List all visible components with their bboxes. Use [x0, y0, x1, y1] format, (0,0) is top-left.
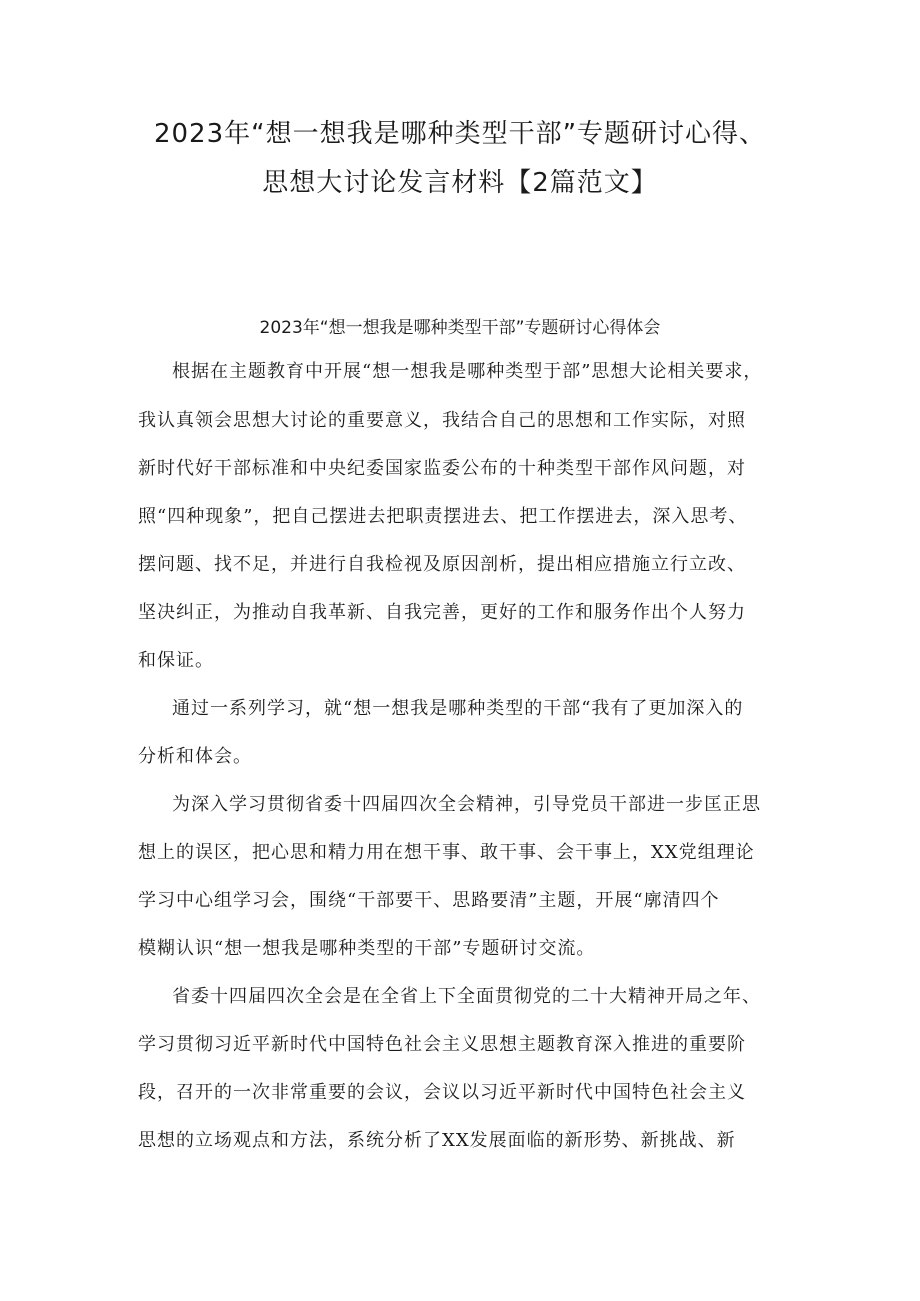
body-line: 模糊认识“想一想我是哪种类型的干部”专题研讨交流。: [138, 938, 596, 959]
body-line: 照“四种现象”，把自己摆进去把职责摆进去、把工作摆进去，深入思考、: [138, 506, 748, 527]
body-line: 省委十四届四次全会是在全省上下全面贯彻党的二十大精神开局之年、: [172, 986, 761, 1007]
body-line: 坚决纠正，为推动自我革新、自我完善，更好的工作和服务作出个人努力: [138, 602, 746, 623]
body-line: 想上的误区，把心思和精力用在想干事、敢干事、会干事上，XX党组理论: [138, 842, 755, 863]
document-title-line-1: 2023年“想一想我是哪种类型干部”专题研讨心得、: [153, 119, 767, 149]
body-line: 摆问题、找不足，并进行自我检视及原因剖析，提出相应措施立行立改、: [138, 554, 746, 575]
body-line: 和保证。: [138, 650, 214, 671]
body-line: 我认真领会思想大讨论的重要意义，我结合自己的思想和工作实际，对照: [138, 410, 746, 431]
body-line: 新时代好干部标准和中央纪委国家监委公布的十种类型干部作风问题，对: [138, 458, 746, 479]
body-line: 段，召开的一次非常重要的会议，会议以习近平新时代中国特色社会主义: [138, 1082, 746, 1103]
body-line: 为深入学习贯彻省委十四届四次全会精神，引导党员干部进一步匡正思: [172, 794, 761, 815]
body-line: 分析和体会。: [138, 746, 252, 767]
body-line: 通过一系列学习，就“想一想我是哪种类型的干部“我有了更加深入的: [172, 698, 744, 719]
document-title-line-2: 思想大讨论发言材料【2篇范文】: [262, 168, 658, 198]
body-line: 学习中心组学习会，围绕“干部要干、思路要清”主题，开展“廓清四个: [138, 890, 720, 911]
body-line: 根据在主题教育中开展“想一想我是哪种类型于部”思想大论相关要求，: [172, 361, 763, 382]
section-title: 2023年“想一想我是哪种类型干部”专题研讨心得体会: [259, 318, 661, 338]
body-line: 思想的立场观点和方法，系统分析了XX发展面临的新形势、新挑战、新: [138, 1130, 736, 1151]
body-line: 学习贯彻习近平新时代中国特色社会主义思想主题教育深入推进的重要阶: [138, 1034, 746, 1055]
